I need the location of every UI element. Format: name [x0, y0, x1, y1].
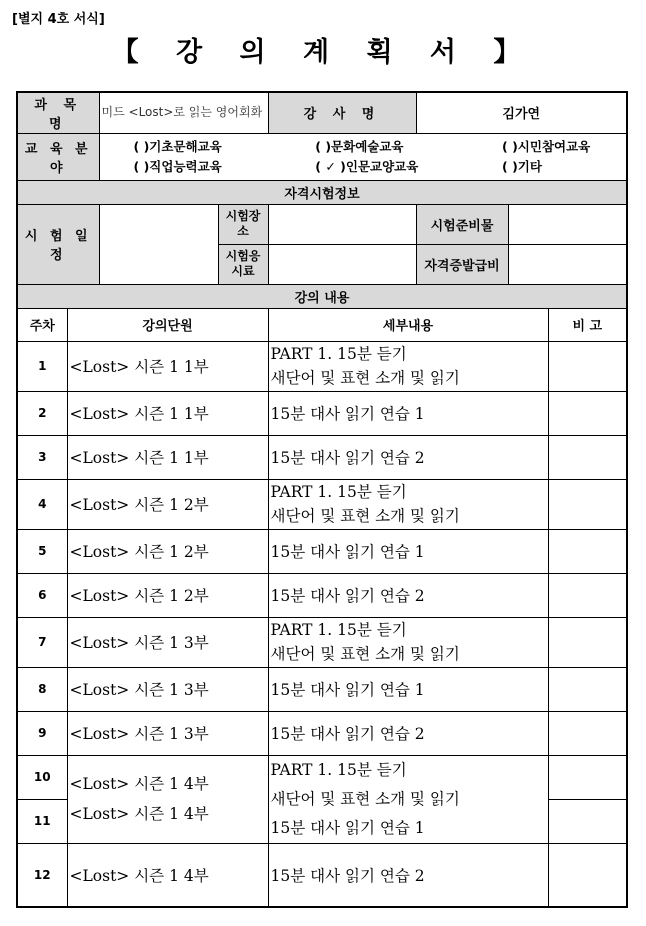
lecture-unit: <Lost> 시즌 1 1부 — [67, 391, 268, 435]
instructor-value: 김가연 — [416, 92, 627, 133]
lecture-detail — [268, 341, 548, 391]
exam-fee-label: 시험응시료 — [218, 244, 268, 284]
lecture-detail: 15분 대사 읽기 연습 1 — [268, 667, 548, 711]
lecture-unit: <Lost> 시즌 1 2부 — [67, 573, 268, 617]
unit-line: <Lost> 시즌 1 4부 — [69, 805, 209, 823]
lecture-note — [548, 573, 627, 617]
lecture-note — [548, 391, 627, 435]
table-row — [17, 711, 627, 755]
detail-line: 새단어 및 표현 소개 및 읽기 — [270, 789, 460, 808]
option-culture-arts: ( )문화예술교육 — [315, 138, 404, 154]
detail-line: PART 1. 15분 듣기 — [270, 621, 407, 639]
education-field-options — [99, 133, 627, 180]
lecture-note — [548, 435, 627, 479]
column-week: 주차 — [17, 308, 67, 341]
form-number-label: [별지 4호 서식] — [12, 12, 105, 27]
week-number: 9 — [17, 711, 67, 755]
lecture-detail — [268, 755, 548, 843]
lecture-note — [548, 529, 627, 573]
detail-line: 새단어 및 표현 소개 및 읽기 — [270, 645, 460, 663]
table-row — [17, 843, 627, 907]
lecture-detail: 15분 대사 읽기 연습 1 — [268, 391, 548, 435]
column-unit: 강의단원 — [67, 308, 268, 341]
lecture-note — [548, 843, 627, 907]
detail-line: 새단어 및 표현 소개 및 읽기 — [270, 507, 460, 525]
table-row — [17, 435, 627, 479]
lecture-unit: <Lost> 시즌 1 3부 — [67, 667, 268, 711]
week-number: 12 — [17, 843, 67, 907]
lecture-detail: 15분 대사 읽기 연습 2 — [268, 843, 548, 907]
detail-line: PART 1. 15분 듣기 — [270, 760, 407, 779]
lecture-section-title: 강의 내용 — [17, 284, 627, 308]
exam-fee-value — [268, 244, 416, 284]
document-title: 【 강 의 계 획 서 】 — [111, 37, 535, 68]
course-name-value: 미드 <Lost>로 읽는 영어회화 — [99, 92, 268, 133]
week-number: 7 — [17, 617, 67, 667]
detail-line: 새단어 및 표현 소개 및 읽기 — [270, 369, 460, 387]
lecture-note — [548, 799, 627, 843]
lecture-note — [548, 711, 627, 755]
lecture-detail: 15분 대사 읽기 연습 1 — [268, 529, 548, 573]
lecture-unit: <Lost> 시즌 1 2부 — [67, 479, 268, 529]
table-row — [17, 617, 627, 667]
detail-line: PART 1. 15분 듣기 — [270, 483, 407, 501]
lecture-note — [548, 667, 627, 711]
option-other: ( )기타 — [502, 158, 542, 174]
detail-line: 15분 대사 읽기 연습 1 — [270, 818, 425, 837]
cert-fee-value — [508, 244, 627, 284]
column-note: 비 고 — [548, 308, 627, 341]
option-civic-participation: ( )시민참여교육 — [502, 138, 591, 154]
exam-date-label: 시 험 일 정 — [17, 204, 99, 284]
table-row — [17, 341, 627, 391]
exam-date-value — [99, 204, 218, 284]
instructor-label: 강 사 명 — [268, 92, 416, 133]
lecture-unit: <Lost> 시즌 1 3부 — [67, 711, 268, 755]
week-number: 3 — [17, 435, 67, 479]
week-number: 4 — [17, 479, 67, 529]
option-vocational: ( )직업능력교육 — [133, 158, 222, 174]
option-basic-literacy: ( )기초문해교육 — [133, 138, 222, 154]
cert-fee-label: 자격증발급비 — [416, 244, 508, 284]
exam-prep-value — [508, 204, 627, 244]
lecture-unit: <Lost> 시즌 1 3부 — [67, 617, 268, 667]
lecture-unit: <Lost> 시즌 1 1부 — [67, 341, 268, 391]
lecture-unit: <Lost> 시즌 1 1부 — [67, 435, 268, 479]
lecture-unit: <Lost> 시즌 1 4부 — [67, 843, 268, 907]
lecture-detail — [268, 617, 548, 667]
table-row — [17, 391, 627, 435]
table-row — [17, 667, 627, 711]
exam-prep-label: 시험준비물 — [416, 204, 508, 244]
table-row — [17, 755, 627, 799]
week-number: 11 — [17, 799, 67, 843]
lecture-unit: <Lost> 시즌 1 2부 — [67, 529, 268, 573]
column-detail: 세부내용 — [268, 308, 548, 341]
course-name-label: 과 목 명 — [17, 92, 99, 133]
table-row — [17, 479, 627, 529]
table-row — [17, 529, 627, 573]
lecture-detail — [268, 479, 548, 529]
week-number: 2 — [17, 391, 67, 435]
week-number: 1 — [17, 341, 67, 391]
table-row — [17, 573, 627, 617]
exam-place-value — [268, 204, 416, 244]
option-humanities: ( ✓ )인문교양교육 — [315, 158, 419, 174]
lecture-unit — [67, 755, 268, 843]
cert-section-title: 자격시험정보 — [17, 180, 627, 204]
education-field-label: 교 육 분 야 — [17, 133, 99, 180]
exam-place-label: 시험장소 — [218, 204, 268, 244]
unit-line: <Lost> 시즌 1 4부 — [69, 775, 209, 793]
lecture-detail: 15분 대사 읽기 연습 2 — [268, 435, 548, 479]
lecture-note — [548, 341, 627, 391]
lecture-note — [548, 755, 627, 799]
lecture-note — [548, 479, 627, 529]
lecture-note — [548, 617, 627, 667]
lecture-detail: 15분 대사 읽기 연습 2 — [268, 573, 548, 617]
week-number: 8 — [17, 667, 67, 711]
lecture-detail: 15분 대사 읽기 연습 2 — [268, 711, 548, 755]
lecture-plan-form — [16, 91, 628, 908]
week-number: 5 — [17, 529, 67, 573]
detail-line: PART 1. 15분 듣기 — [270, 345, 407, 363]
week-number: 6 — [17, 573, 67, 617]
week-number: 10 — [17, 755, 67, 799]
